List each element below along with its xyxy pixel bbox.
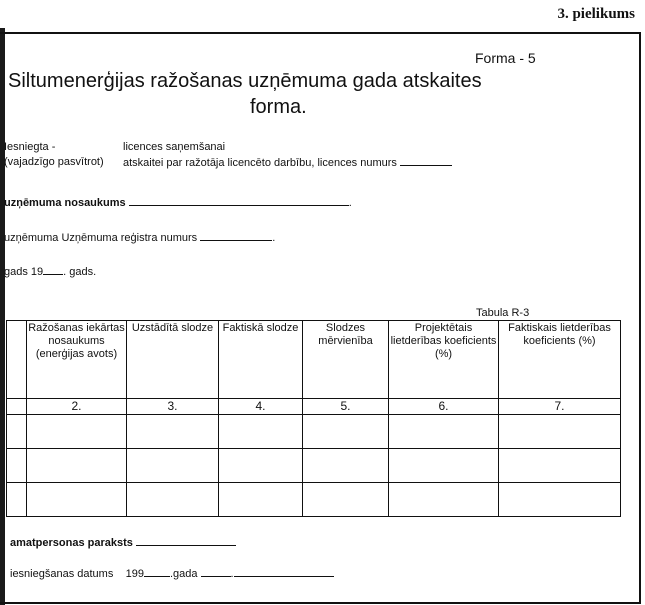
company-name-label: uzņēmuma nosaukums bbox=[4, 197, 126, 209]
table-cell[interactable] bbox=[219, 483, 303, 517]
col-number: 5. bbox=[303, 399, 389, 415]
company-name-field[interactable] bbox=[129, 196, 349, 206]
register-row: uzņēmuma Uzņēmuma reģistra numurs . bbox=[4, 232, 276, 244]
column-number-row bbox=[7, 399, 621, 415]
table-cell[interactable] bbox=[499, 449, 621, 483]
col-number: 2. bbox=[27, 399, 127, 415]
form-frame bbox=[0, 32, 641, 604]
signature-field[interactable] bbox=[136, 536, 236, 546]
header-equipment-name: Ražošanas iekārtas nosaukums (enerģijas avots) bbox=[27, 321, 127, 399]
table-header-row bbox=[7, 321, 621, 399]
option-report-label: atskaitei par ražotāja licencēto darbību, licences numurs bbox=[123, 157, 397, 169]
col-number: 6. bbox=[389, 399, 499, 415]
col-number: 3. bbox=[127, 399, 219, 415]
form-number: Forma - 5 bbox=[475, 50, 536, 66]
date-row: iesniegšanas datums 199 .gada . bbox=[10, 567, 334, 580]
signature-label: amatpersonas paraksts bbox=[10, 537, 133, 549]
form-title-line1: Siltumenerģijas ražošanas uzņēmuma gada atskaites bbox=[8, 70, 482, 92]
table-cell[interactable] bbox=[499, 415, 621, 449]
table-cell[interactable] bbox=[303, 415, 389, 449]
header-design-efficiency: Projektētais lietderības koeficients (%) bbox=[389, 321, 499, 399]
company-name-row: uzņēmuma nosaukums . bbox=[4, 197, 352, 209]
table-cell[interactable] bbox=[7, 483, 27, 517]
header-installed-load: Uzstādītā slodze bbox=[127, 321, 219, 399]
date-month-field[interactable] bbox=[201, 567, 231, 577]
table-cell[interactable] bbox=[127, 483, 219, 517]
header-actual-load: Faktiskā slodze bbox=[219, 321, 303, 399]
table-row bbox=[7, 449, 621, 483]
header-load-unit: Slodzes mērvienība bbox=[303, 321, 389, 399]
col-number: 7. bbox=[499, 399, 621, 415]
table-row bbox=[7, 483, 621, 517]
table-cell[interactable] bbox=[389, 415, 499, 449]
appendix-label: 3. pielikums bbox=[557, 6, 635, 22]
date-label: iesniegšanas datums bbox=[10, 568, 114, 580]
date-year-field[interactable] bbox=[144, 567, 170, 577]
table-cell[interactable] bbox=[303, 449, 389, 483]
table-cell[interactable] bbox=[127, 449, 219, 483]
table-cell[interactable] bbox=[7, 415, 27, 449]
register-number-field[interactable] bbox=[200, 231, 272, 241]
header-actual-efficiency: Faktiskais lietderības koeficients (%) bbox=[499, 321, 621, 399]
form-title-line2: forma. bbox=[250, 96, 307, 118]
submitted-label: Iesniegta - bbox=[4, 141, 56, 153]
table-cell[interactable] bbox=[303, 483, 389, 517]
table-cell[interactable] bbox=[389, 449, 499, 483]
year-label-post: . gads. bbox=[63, 266, 97, 278]
table-cell[interactable] bbox=[7, 449, 27, 483]
table-cell[interactable] bbox=[389, 483, 499, 517]
header-cell-1 bbox=[7, 321, 27, 399]
table-cell[interactable] bbox=[219, 449, 303, 483]
license-number-field[interactable] bbox=[400, 156, 452, 166]
option-report[interactable] bbox=[123, 156, 452, 169]
underline-hint: (vajadzīgo pasvītrot) bbox=[4, 156, 104, 168]
year-label-pre: gads 19 bbox=[4, 266, 44, 278]
report-table bbox=[6, 320, 621, 517]
col-number bbox=[7, 399, 27, 415]
register-label: uzņēmuma Uzņēmuma reģistra numurs bbox=[4, 232, 198, 244]
table-cell[interactable] bbox=[219, 415, 303, 449]
col-number: 4. bbox=[219, 399, 303, 415]
date-year-post: .gada bbox=[169, 568, 198, 580]
table-cell[interactable] bbox=[27, 449, 127, 483]
date-year-pre: 199 bbox=[125, 568, 144, 580]
table-cell[interactable] bbox=[127, 415, 219, 449]
date-day-field[interactable] bbox=[234, 567, 334, 577]
signature-row bbox=[10, 536, 236, 549]
year-field[interactable] bbox=[43, 265, 63, 275]
table-cell[interactable] bbox=[499, 483, 621, 517]
table-row bbox=[7, 415, 621, 449]
table-cell[interactable] bbox=[27, 483, 127, 517]
table-cell[interactable] bbox=[27, 415, 127, 449]
table-caption: Tabula R-3 bbox=[476, 307, 530, 319]
option-license[interactable]: licences saņemšanai bbox=[123, 141, 226, 153]
year-row bbox=[4, 265, 96, 278]
